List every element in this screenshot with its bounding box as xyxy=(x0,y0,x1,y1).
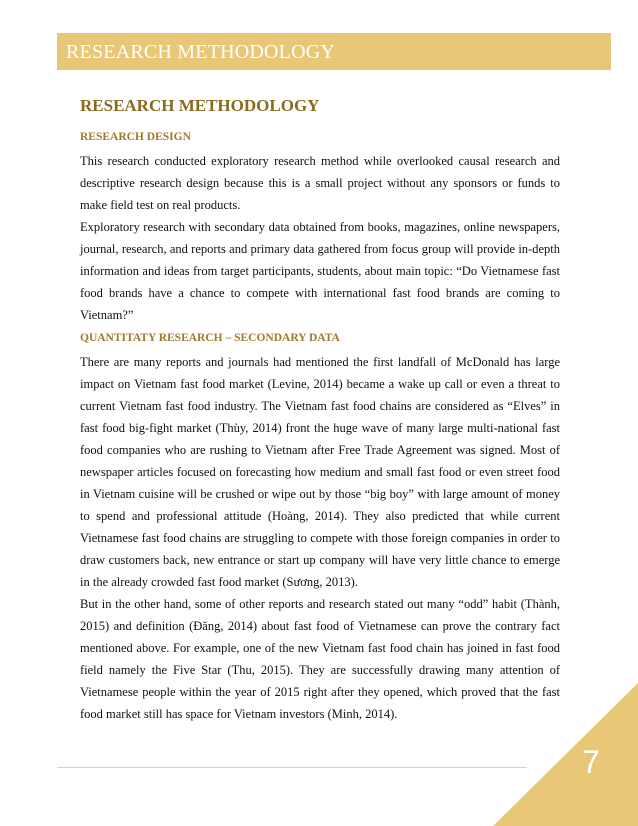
section-heading-quantitative-research: QUANTITATY RESEARCH – SECONDARY DATA xyxy=(80,332,340,344)
corner-triangle xyxy=(493,683,638,826)
page-title: RESEARCH METHODOLOGY xyxy=(80,96,320,115)
footer-divider xyxy=(57,767,527,768)
page-number: 7 xyxy=(582,744,600,780)
paragraph: Exploratory research with secondary data obtained from books, magazines, online newspapers, journal, research, and reports and primary data gathered from focus group will provide in-depth information and ideas from target participants, students, about main topic: “Do Vietnamese fast food brands have a chance to compete with international fast food brands are coming to Vietnam?” xyxy=(80,220,560,322)
banner-title: RESEARCH METHODOLOGY xyxy=(66,41,335,63)
paragraph: But in the other hand, some of other reports and research stated out many “odd” habit (Thành, 2015) and definition (Đăng, 2014) about fast food of Vietnamese can prove the contrary fact mentioned above. For example, one of the new Vietnam fast food chain has joined in fast food field namely the Five Star (Thu, 2015). They are successfully drawing many attention of Vietnamese people within the year of 2015 right after they opened, which proved that the fast food market still has space for Vietnam investors (Minh, 2014). xyxy=(80,597,560,721)
paragraph: There are many reports and journals had mentioned the first landfall of McDonald has large impact on Vietnam fast food market (Levine, 2014) became a wake up call or even a threat to current Vietnam fast food industry. The Vietnam fast food chains are considered as “Elves” in fast food big-fight market (Thùy, 2014) front the huge wave of many large multi-national fast food companies who are rushing to Vietnam after Free Trade Agreement was signed. Most of newspaper articles focused on forecasting how medium and small fast food or even street food in Vietnam cuisine will be crushed or wipe out by those “big boy” with large amount of money to spend and professional attitude (Hoàng, 2014). They also predicted that while current Vietnamese fast food chains are struggling to compete with those foreign companies in order to draw customers back, new entrance or start up company will have very little chance to emerge in the already crowded fast food market (Sương, 2013). xyxy=(80,355,560,589)
section-heading-research-design: RESEARCH DESIGN xyxy=(80,131,191,143)
paragraph: This research conducted exploratory research method while overlooked causal research and descriptive research design because this is a small project without any sponsors or funds to make field test on real products. xyxy=(80,154,560,212)
